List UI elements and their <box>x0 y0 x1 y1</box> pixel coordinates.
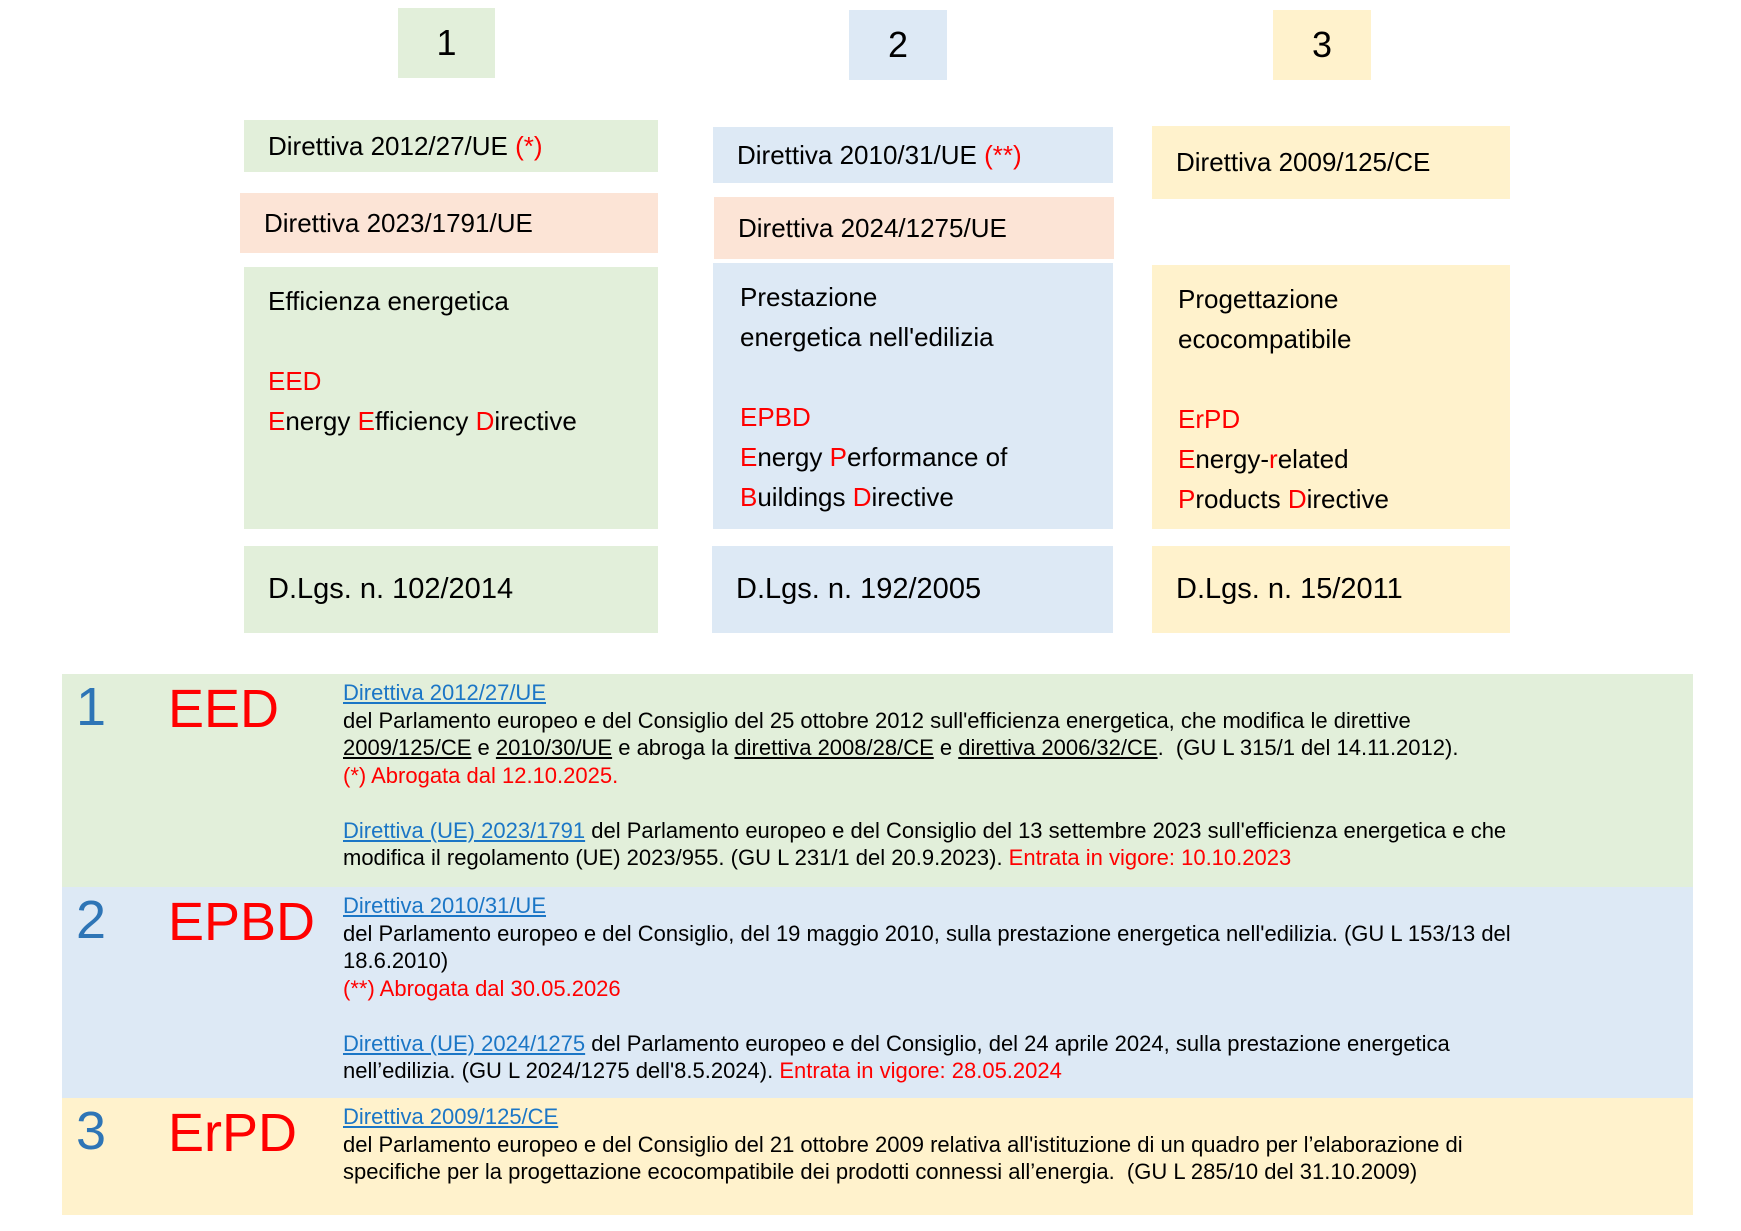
text-line <box>1176 147 1430 178</box>
red-text: (**) <box>984 139 1022 170</box>
column2-header-number <box>849 10 947 80</box>
text-line <box>343 734 1506 762</box>
column1-decree-box <box>244 546 658 633</box>
red-text: E <box>740 442 758 472</box>
text-span: e abroga la <box>612 735 735 760</box>
column1-description-box <box>244 267 658 529</box>
text-span: energetica nell'edilizia <box>740 322 994 352</box>
text-span: e <box>933 735 959 760</box>
legend-acronym-epbd: EPBD <box>168 892 316 952</box>
red-text: (**) Abrogata dal 30.05.2026 <box>343 975 621 1001</box>
text-line <box>740 317 1113 357</box>
text-line <box>264 208 533 239</box>
text-line <box>343 1002 1511 1030</box>
legend-number-2: 2 <box>76 890 107 950</box>
red-text: E <box>357 406 375 436</box>
text-line <box>268 131 543 162</box>
text-line <box>343 1158 1463 1186</box>
text-span: . (GU L 315/1 del 14.11.2012). <box>1157 735 1459 760</box>
red-text: E <box>268 406 286 436</box>
directive-link[interactable]: Direttiva 2010/31/UE <box>343 893 546 918</box>
red-text: EED <box>268 366 322 396</box>
text-line <box>343 1057 1511 1085</box>
text-line <box>268 281 658 321</box>
red-text: E <box>1178 444 1196 474</box>
legend-row-eed <box>62 674 1693 887</box>
text-span: del Parlamento europeo e del Consiglio, del 19 maggio 2010, sulla prestazione energetica nell'edilizia. (GU L 153/13 del <box>343 920 1511 946</box>
text-line <box>343 920 1511 948</box>
text-span: direttiva 2006/32/CE <box>958 735 1158 760</box>
text-line <box>1178 359 1510 399</box>
legend-acronym-eed: EED <box>168 679 280 739</box>
column3-current-directive-box <box>1152 126 1510 199</box>
column1-number-label: 1 <box>436 22 457 63</box>
red-text: EPBD <box>740 402 811 432</box>
text-line <box>343 844 1506 872</box>
text-line <box>738 213 1007 244</box>
red-text: Entrata in vigore: 10.10.2023 <box>1008 845 1292 870</box>
text-span: Prestazione <box>740 282 878 312</box>
column3-header-number <box>1273 10 1371 80</box>
column2-description-box <box>713 263 1113 529</box>
text-span: nergy <box>757 442 830 472</box>
text-line <box>740 357 1113 397</box>
text-line <box>343 1103 1463 1131</box>
text-line <box>1178 399 1510 439</box>
text-span: Direttiva 2023/1791/UE <box>264 207 533 238</box>
legend-row-erpd <box>62 1098 1693 1215</box>
text-span: elated <box>1277 444 1349 474</box>
text-line <box>268 321 658 361</box>
text-span: irective <box>494 406 577 436</box>
text-line <box>343 892 1511 920</box>
column1-current-directive-box <box>244 120 658 172</box>
text-line <box>343 817 1506 845</box>
text-line <box>343 762 1506 790</box>
text-span: del Parlamento europeo e del Consiglio, del 24 aprile 2024, sulla prestazione energetica <box>585 1030 1450 1056</box>
legend-number-3: 3 <box>76 1101 107 1161</box>
text-line <box>1178 439 1510 479</box>
text-span: irective <box>1306 484 1389 514</box>
text-span: nergy- <box>1195 444 1270 474</box>
column2-number-label: 2 <box>887 24 909 65</box>
red-text: (*) Abrogata dal 12.10.2025. <box>343 762 619 788</box>
text-span: Direttiva 2024/1275/UE <box>738 212 1007 243</box>
directive-link[interactable]: Direttiva (UE) 2024/1275 <box>343 1030 586 1056</box>
red-text: D <box>475 406 495 436</box>
text-span: erformance of <box>846 442 1008 472</box>
text-span: Efficienza energetica <box>268 286 509 316</box>
legend-text-epbd <box>343 892 1511 1085</box>
legend-acronym-erpd: ErPD <box>168 1103 298 1163</box>
column1-new-directive-box <box>240 193 658 253</box>
red-text: D <box>852 482 872 512</box>
text-span: ecocompatibile <box>1178 324 1352 354</box>
legend-text-erpd <box>343 1103 1463 1186</box>
text-span: specifiche per la progettazione ecocompatibile dei prodotti connessi all’energia. (GU L 285/10 del 31.10.2009) <box>343 1159 1418 1184</box>
text-span: del Parlamento europeo e del Consiglio del 25 ottobre 2012 sull'efficienza energetica, che modifica le direttive <box>343 707 1411 733</box>
column2-decree-label: D.Lgs. n. 192/2005 <box>736 573 982 605</box>
text-line <box>343 679 1506 707</box>
column1-decree-label: D.Lgs. n. 102/2014 <box>268 573 514 605</box>
text-line <box>740 477 1113 517</box>
text-span: nell’edilizia. (GU L 2024/1275 dell'8.5.2024). <box>343 1058 780 1083</box>
column2-decree-box <box>712 546 1113 633</box>
red-text: ErPD <box>1178 404 1241 434</box>
legend-text-eed <box>343 679 1506 872</box>
text-span: irective <box>871 482 954 512</box>
directive-link[interactable]: Direttiva 2009/125/CE <box>343 1104 559 1129</box>
text-span: 2009/125/CE <box>343 735 472 760</box>
text-line <box>343 789 1506 817</box>
text-line <box>1178 319 1510 359</box>
text-span: Direttiva 2010/31/UE <box>737 139 985 170</box>
directive-link[interactable]: Direttiva 2012/27/UE <box>343 680 546 705</box>
text-span: Direttiva 2009/125/CE <box>1176 147 1431 177</box>
text-line <box>343 947 1511 975</box>
column3-decree-box <box>1152 546 1510 633</box>
text-line <box>268 401 658 441</box>
text-line <box>343 1131 1463 1159</box>
red-text: B <box>740 482 758 512</box>
column2-current-directive-box <box>713 127 1113 183</box>
legend-number-1: 1 <box>76 677 107 737</box>
text-span: Direttiva 2012/27/UE <box>268 130 516 161</box>
text-span: 2010/30/UE <box>495 735 613 760</box>
text-span: direttiva 2008/28/CE <box>734 735 934 760</box>
red-text: D <box>1287 484 1307 514</box>
red-text: r <box>1269 444 1278 474</box>
text-line <box>343 975 1511 1003</box>
column3-description-box <box>1152 265 1510 529</box>
red-text: P <box>1178 484 1196 514</box>
text-line <box>740 437 1113 477</box>
text-span: uildings <box>757 482 853 512</box>
red-text: (*) <box>515 130 543 161</box>
text-span: e <box>471 735 496 760</box>
text-line <box>1178 279 1510 319</box>
text-span: Progettazione <box>1178 284 1339 314</box>
text-line <box>1178 479 1510 519</box>
text-span: del Parlamento europeo e del Consiglio del 21 ottobre 2009 relativa all'istituzione di un quadro per l’elaborazione di <box>343 1131 1463 1157</box>
text-span: 18.6.2010) <box>343 948 449 973</box>
red-text: Entrata in vigore: 28.05.2024 <box>779 1058 1062 1083</box>
column3-decree-label: D.Lgs. n. 15/2011 <box>1176 573 1403 605</box>
text-line <box>343 707 1506 735</box>
text-line <box>740 397 1113 437</box>
text-span: modifica il regolamento (UE) 2023/955. (GU L 231/1 del 20.9.2023). <box>343 845 1009 870</box>
text-span: del Parlamento europeo e del Consiglio del 13 settembre 2023 sull'efficienza energetica e che <box>585 817 1507 843</box>
text-span: roducts <box>1195 484 1288 514</box>
column1-header-number <box>398 8 495 78</box>
text-span: fficiency <box>374 406 476 436</box>
text-line <box>737 140 1022 171</box>
text-line <box>740 277 1113 317</box>
directive-link[interactable]: Direttiva (UE) 2023/1791 <box>343 817 586 843</box>
legend-row-epbd <box>62 887 1693 1098</box>
text-span: nergy <box>285 406 358 436</box>
red-text: P <box>829 442 847 472</box>
text-line <box>268 361 658 401</box>
text-line <box>343 1030 1511 1058</box>
column3-number-label: 3 <box>1311 24 1333 65</box>
column2-new-directive-box <box>714 197 1114 259</box>
